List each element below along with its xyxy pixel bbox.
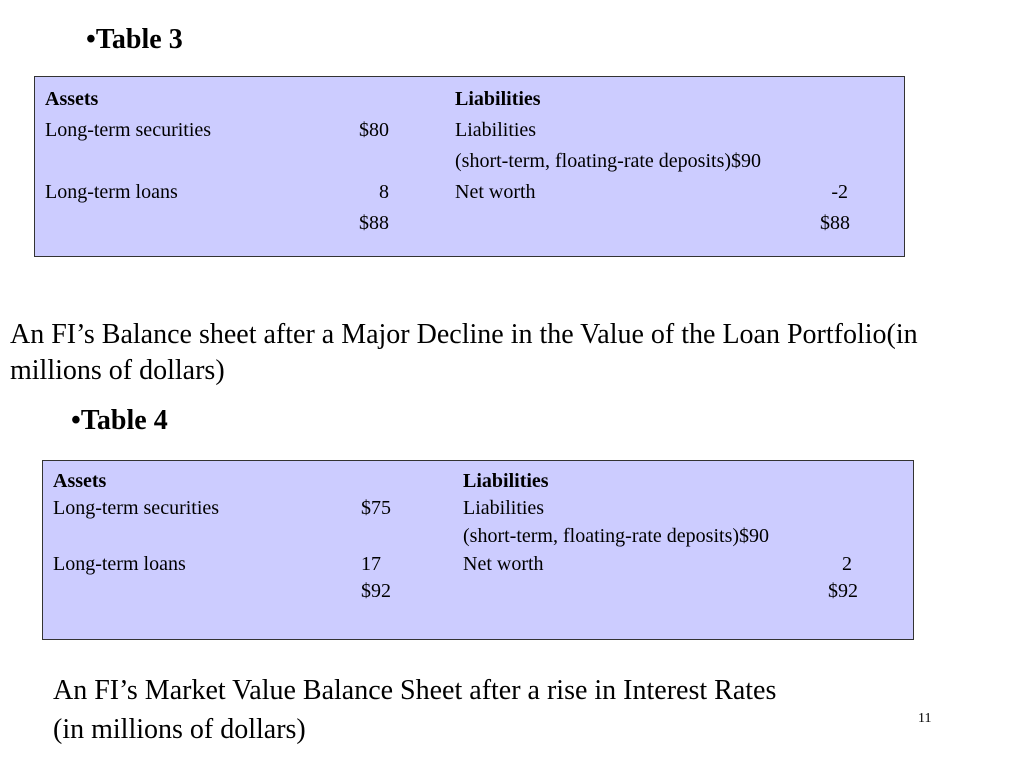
table3-heading-text: Table 3 [95,24,183,55]
table3-liab-total: $88 [820,212,850,234]
table4-heading-text: Table 4 [80,405,168,436]
table4-liab-label: (short-term, floating-rate deposits)$90 [463,525,770,547]
table4-asset-value: 17 [361,553,381,575]
table4-asset-total: $92 [361,580,391,602]
table3-balance-sheet [34,76,905,257]
table3-caption-text: An FI’s Balance sheet after a Major Decline in the Value of the Loan Portfolio(in millions of dollars) [10,319,918,386]
table4-caption-line1: An FI’s Market Value Balance Sheet after a rise in Interest Rates [53,675,777,706]
table3-caption [10,317,1010,389]
table3-liab-label: (short-term, floating-rate deposits)$90 [455,150,762,172]
table3-asset-label: Long-term loans [45,181,178,203]
table4-asset-label: Long-term loans [53,553,186,575]
table4-balance-sheet [42,460,914,640]
bullet-icon: • [86,24,96,55]
slide-number: 11 [918,711,932,726]
table3-liab-label: Net worth [455,181,536,203]
table4-heading [71,405,168,437]
table4-liab-total: $92 [828,580,858,602]
table4-liab-label: Liabilities [463,497,545,519]
table3-asset-total: $88 [359,212,389,234]
table3-asset-value: $80 [359,119,389,141]
table4-liab-label: Net worth [463,553,544,575]
table4-liabilities-header: Liabilities [463,470,549,492]
table4-liab-value: 2 [842,553,852,575]
table4-caption-line2: (in millions of dollars) [53,714,306,745]
table4-asset-value: $75 [361,497,391,519]
bullet-icon: • [71,405,81,436]
table4-assets-header: Assets [53,470,107,492]
table3-asset-value: 8 [379,181,389,203]
table3-liab-value: -2 [831,181,848,203]
table3-liabilities-header: Liabilities [455,88,541,110]
table4-asset-label: Long-term securities [53,497,220,519]
table3-heading [86,24,183,56]
table3-asset-label: Long-term securities [45,119,212,141]
table3-assets-header: Assets [45,88,99,110]
table3-liab-label: Liabilities [455,119,537,141]
